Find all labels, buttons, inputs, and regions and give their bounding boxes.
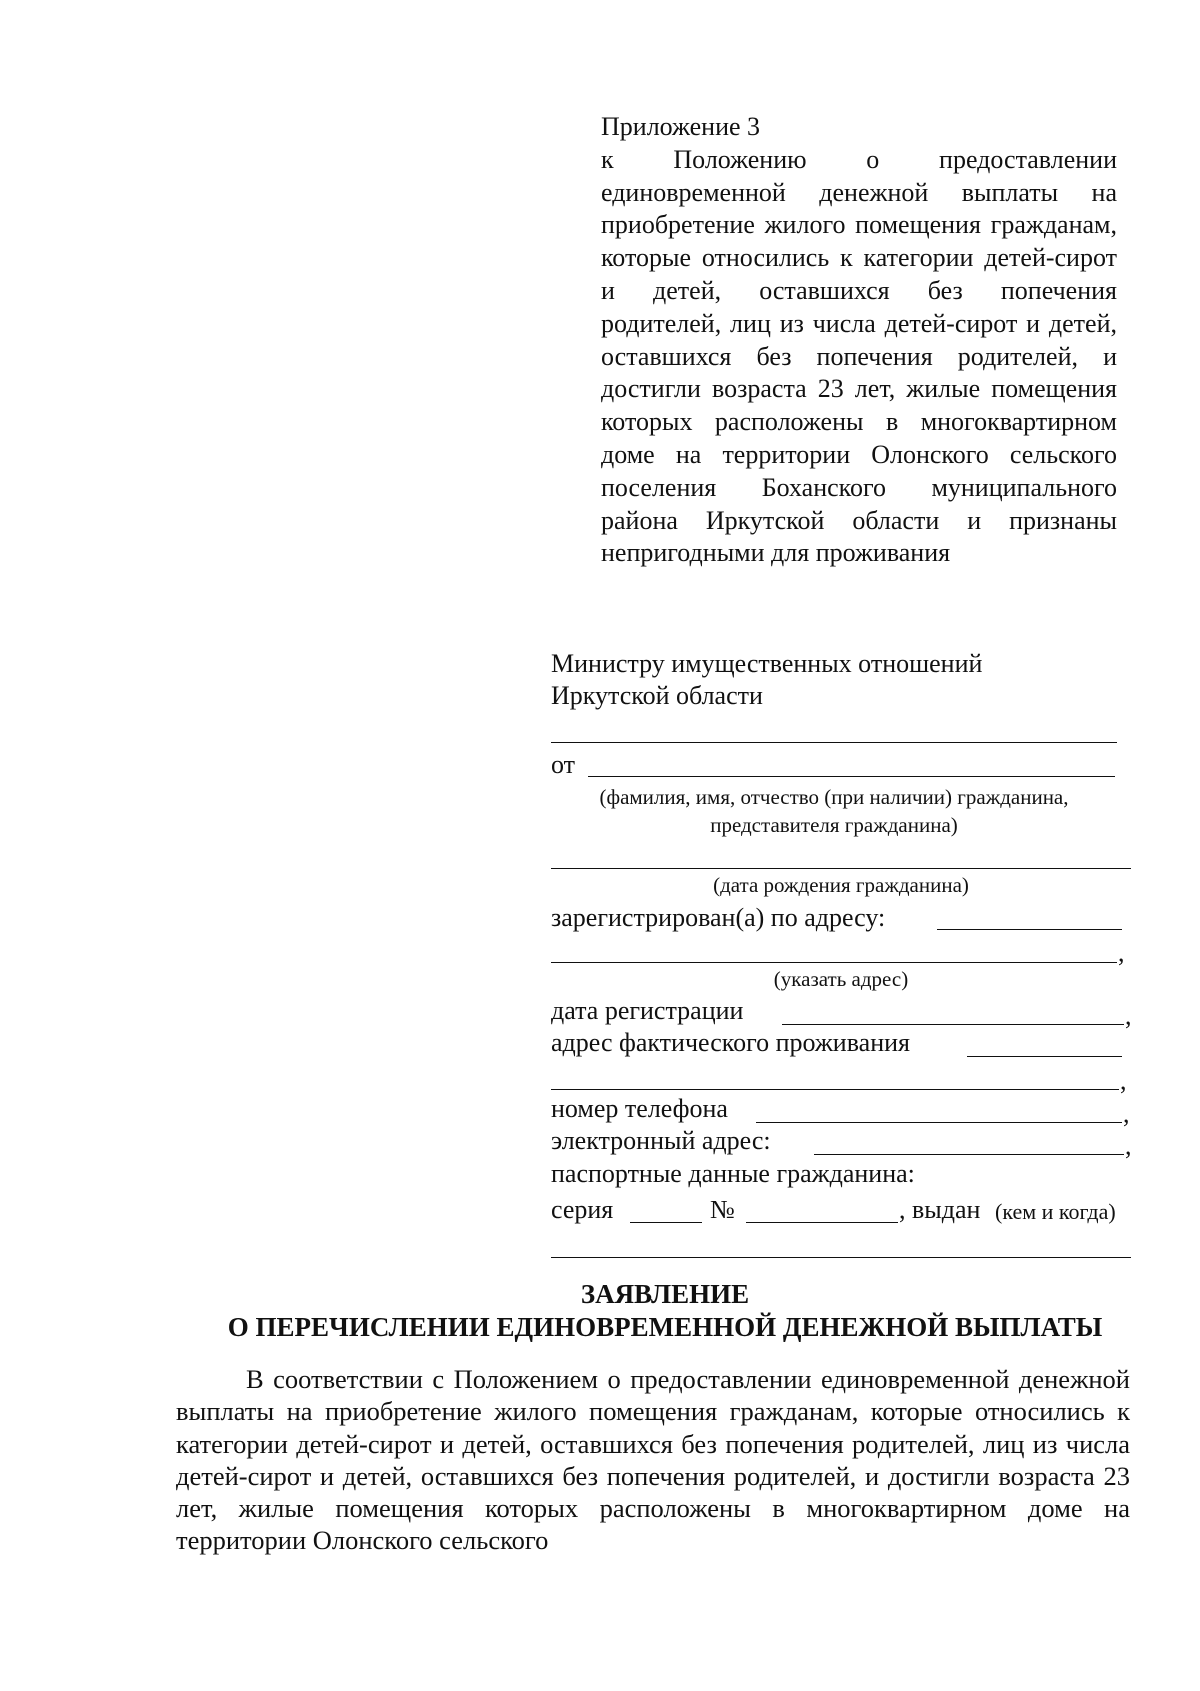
from-label: от [551, 750, 576, 779]
registered-address-blank-line-2[interactable] [551, 962, 1117, 963]
statement-body-paragraph: В соответствии с Положением о предоставлении единовременной денежной выплаты на приобретение жилого помещения гражданам, которые относились к категории детей-сирот и детей, оставшихся без попечения родителей, лиц из числа детей-сирот и детей, оставшихся без попечения родителей, и достигли возраста 23 лет, жилые помещения которых расположены в многоквартирном доме на территории Олонского сельского [176, 1364, 1130, 1556]
from-hint-1: (фамилия, имя, отчество (при наличии) гражданина, [599, 785, 1069, 809]
passport-label: паспортные данные гражданина: [551, 1159, 915, 1188]
birth-date-blank-line[interactable] [551, 868, 1131, 869]
passport-details-blank-line[interactable] [551, 1257, 1131, 1258]
statement-heading-line-1: ЗАЯВЛЕНИЕ [580, 1279, 750, 1309]
statement-heading [100, 1278, 1200, 1344]
series-label: серия [551, 1195, 614, 1224]
number-blank-line[interactable] [746, 1222, 898, 1223]
registration-date-blank-line[interactable] [782, 1024, 1124, 1025]
comma: , [1120, 1066, 1127, 1095]
email-blank-line[interactable] [814, 1154, 1124, 1155]
statement-heading-line-2: О ПЕРЕЧИСЛЕНИИ ЕДИНОВРЕМЕННОЙ ДЕНЕЖНОЙ ВЫПЛАТЫ [227, 1312, 1103, 1342]
actual-address-label: адрес фактического проживания [551, 1028, 910, 1057]
issued-label: , выдан [899, 1195, 981, 1224]
comma: , [1125, 1131, 1132, 1160]
registered-address-blank-line[interactable] [937, 929, 1122, 930]
phone-label: номер телефона [551, 1094, 728, 1123]
from-hint-2: представителя гражданина) [710, 813, 958, 837]
phone-blank-line[interactable] [756, 1122, 1122, 1123]
addressee-line-2: Иркутской области [551, 681, 763, 710]
annex-text: к Положению о предоставлении единовременной денежной выплаты на приобретение жилого помещения гражданам, которые относились к категории детей-сирот и детей, оставшихся без попечения родителей, лиц из числа детей-сирот и детей, оставшихся без попечения родителей, и достигли возраста 23 лет, жилые помещения которых расположены в многоквартирном доме на территории Олонского сельского поселения Боханского муниципального района Иркутской области и признаны непригодными для проживания [601, 144, 1117, 568]
comma: , [1125, 1001, 1132, 1030]
annex-title: Приложение 3 [601, 112, 761, 141]
address-hint: (указать адрес) [773, 967, 909, 991]
addressee-blank-line[interactable] [551, 742, 1117, 743]
issued-hint: (кем и когда) [995, 1199, 1116, 1224]
addressee-line-1: Министру имущественных отношений [551, 649, 983, 678]
actual-address-blank-line-2[interactable] [551, 1089, 1119, 1090]
email-label: электронный адрес: [551, 1126, 771, 1155]
comma: , [1123, 1099, 1130, 1128]
addressee-block [551, 648, 1111, 712]
number-label: № [710, 1195, 735, 1224]
from-blank-line[interactable] [588, 776, 1115, 777]
actual-address-blank-line[interactable] [967, 1056, 1122, 1057]
registered-address-label: зарегистрирован(а) по адресу: [551, 903, 886, 932]
comma: , [1118, 938, 1125, 967]
annex-block [601, 111, 1117, 570]
birth-date-hint: (дата рождения гражданина) [713, 873, 969, 897]
registration-date-label: дата регистрации [551, 996, 744, 1025]
series-blank-line[interactable] [630, 1222, 702, 1223]
